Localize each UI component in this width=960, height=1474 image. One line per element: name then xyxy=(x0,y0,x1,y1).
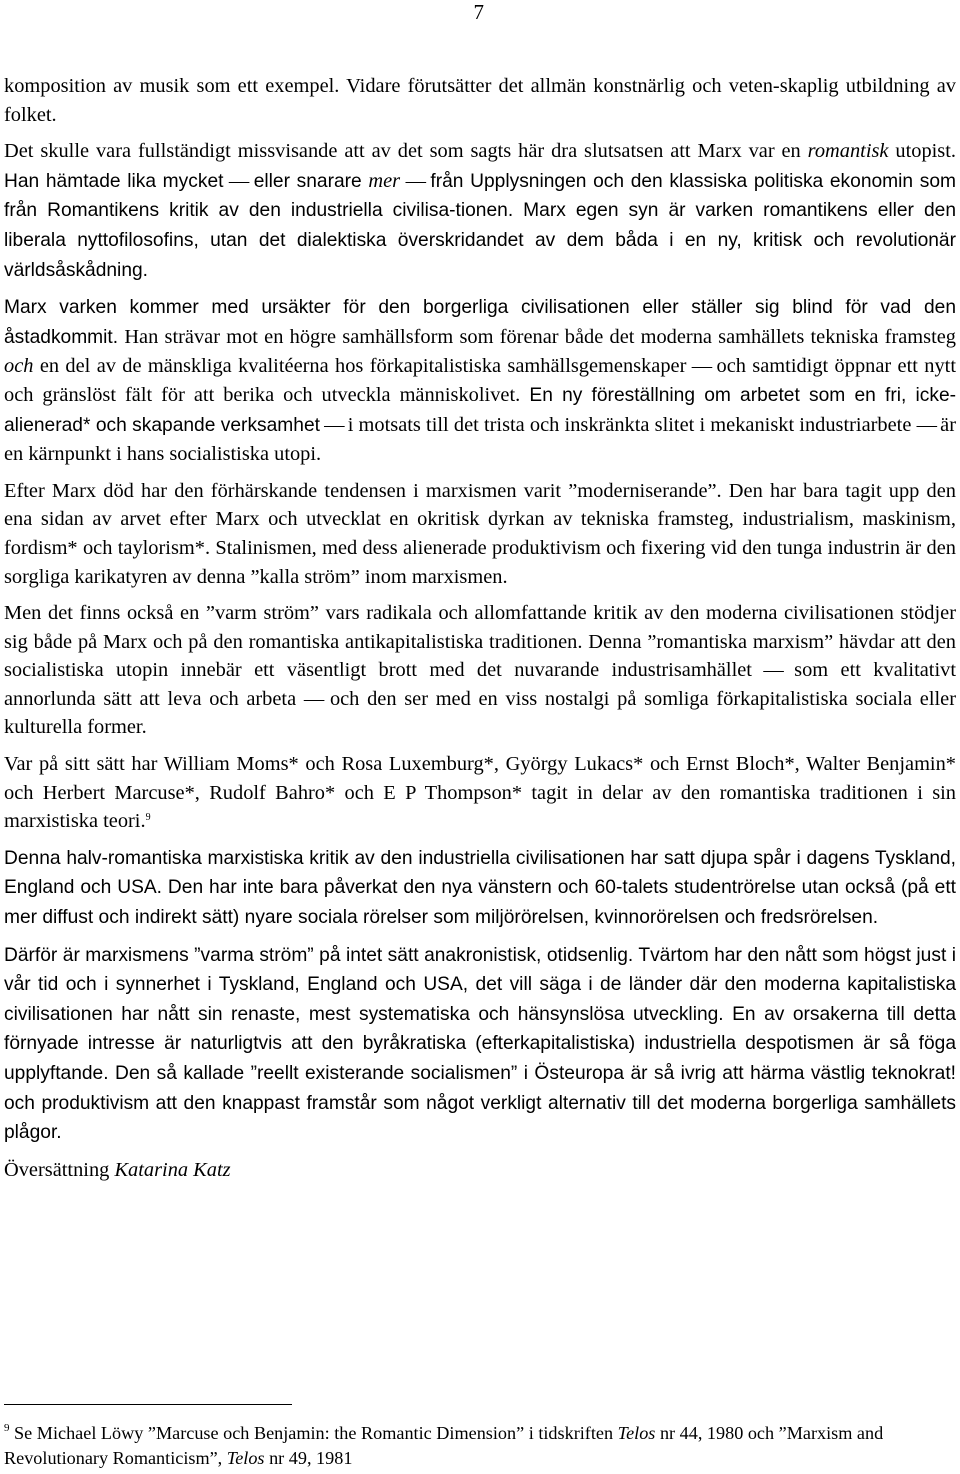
translator-name: Katarina Katz xyxy=(114,1158,231,1181)
paragraph-5 xyxy=(4,599,956,742)
paragraph-3-text-h: är en kärnpunkt i hans socialistiska utopi. xyxy=(4,413,956,466)
paragraph-1-text: komposition av musik som ett exempel. Vidare förutsätter det allmän konstnärlig och veten-skaplig utbildning av folket. xyxy=(4,75,956,126)
paragraph-4 xyxy=(4,477,956,591)
footnote-divider xyxy=(4,1404,292,1405)
paragraph-2-dash-1: — xyxy=(223,169,254,192)
paragraph-2-text-c: utopist. xyxy=(888,140,957,163)
paragraph-3-dash-2: — xyxy=(319,413,348,436)
paragraph-2-emphasis-mer: mer xyxy=(368,169,401,192)
paragraph-8 xyxy=(4,941,956,1148)
paragraph-5-text-b: som ett kvalitativt annorlunda sätt att leva och arbeta xyxy=(4,659,956,710)
paragraph-2 xyxy=(4,137,956,285)
paragraph-3-text-d: en del av de mänskliga kvalitéerna hos förkapitalistiska samhällsgemenskaper xyxy=(33,355,687,378)
footnote-journal-2: Telos xyxy=(226,1448,265,1468)
paragraph-6 xyxy=(4,750,956,836)
paragraph-7 xyxy=(4,844,956,933)
body-text xyxy=(4,72,956,1192)
paragraph-3-dash-3: — xyxy=(916,413,941,436)
footnote-number: 9 xyxy=(4,1422,10,1434)
paragraph-3-emphasis-och: och xyxy=(4,355,34,378)
paragraph-4-text: Efter Marx död har den förhärskande tendensen i marxismen varit ”moderniserande”. Den har bara tagit upp den ena sidan av arvet efter Marx och utvecklat en okritisk dyrkan av tekniska framsteg, industrialism, maskinism, fordism* och taylorism*. Stalinismen, med dess alienerade produktivism och fixering vid den tunga industrin är den sorgliga karikatyren av denna ”kalla ström” inom marxismen. xyxy=(4,479,956,588)
footnote-text-c: nr 44, 1980 och ”Marxism and Revolutionary Romanticism”, xyxy=(4,1423,884,1468)
paragraph-3 xyxy=(4,293,956,469)
paragraph-3-text-b: Han strävar mot en högre samhällsform som förenar både det moderna samhällets tekniska framsteg xyxy=(118,325,956,348)
footnote xyxy=(4,1421,956,1471)
paragraph-5-dash-2: — xyxy=(303,687,330,710)
paragraph-8-text: Därför är marxismens ”varma ström” på intet sätt anakronistisk, otidsenlig. Tvärtom har den nått som högst just i vår tid och i synnerhet i Tyskland, England och USA, det vill säga i de länder där den moderna kapitalistiska civilisationen har nått sin renaste, mest systematiska och hänsynslösa utveckling. En av orsakerna till detta förnyade intresse är naturligtvis att den byråkratiska (efterkapitalistiska) industriella despotismen är så föga upplyftande. Den så kallade ”reellt existerande socialismen” i Östeuropa är så ivrig att härma västlig teknokrat! och produktivism att den knappast framstår som något verkligt alternativ till det moderna borgerliga samhällets plågor. xyxy=(4,944,956,1144)
footnote-journal-1: Telos xyxy=(617,1423,656,1443)
paragraph-6-text: Var på sitt sätt har William Moms* och Rosa Luxemburg*, György Lukacs* och Ernst Bloch*, Walter Benjamin* och Herbert Marcuse*, Rudolf Bahro* och E P Thompson* tagit in delar av den romantiska traditionen i sin marxistiska teori. xyxy=(4,753,956,833)
paragraph-2-text-a: Det skulle vara fullständigt missvisande att av det som sagts här dra slutsatsen att Marx var en xyxy=(4,140,808,163)
paragraph-7-text: Denna halv-romantiska marxistiska kritik av den industriella civilisationen har satt djupa spår i dagens Tyskland, England och USA. Den har inte bara påverkat den nya vänstern och 60-talets studentrörelse utan också (på ett mer diffust och indirekt sätt) nyare sociala rörelser som miljörörelsen, kvinnorörelsen och fredsrörelsen. xyxy=(4,847,956,929)
paragraph-5-dash-1: — xyxy=(751,659,795,682)
paragraph-3-text-e: och samtidigt öppnar ett nytt och gränslöst fält för att berika och utveckla människolivet. xyxy=(4,355,957,406)
paragraph-2-dash-2: — xyxy=(400,169,431,192)
paragraph-5-text-a: Men det finns också en ”varm ström” vars radikala och allomfattande kritik av den moderna civilisationen stödjer sig både på Marx och på den romantiska antikapitalistiska traditionen. Denna ”romantiska marxism” hävdar att den socialistiska utopin innebär ett väsentligt brott med det nuvarande industrisamhället xyxy=(4,602,956,682)
paragraph-5-text-c: och den ser med en viss nostalgi på somliga förkapitalistiska sociala eller kulturella former. xyxy=(4,687,956,739)
paragraph-2-text-g: från Upplysningen och den klassiska politiska ekonomin som från Romantikens kritik av den industriella civilisa-tionen. Marx egen syn är varken romantikens eller den liberala nyttofilosofins, utan det dialektiska överskridandet av dem båda i en ny, kritisk och revolutionär världsåskådning. xyxy=(4,170,957,281)
paragraph-3-text-a: Marx varken kommer med ursäkter för den borgerliga civilisationen eller ställer sig blind för vad den åstadkommit. xyxy=(4,297,956,348)
paragraph-2-emphasis-romantisk: romantisk xyxy=(807,140,889,163)
page-number: 7 xyxy=(473,0,484,24)
footnote-text-a: Se Michael Löwy ”Marcuse och Benjamin: the Romantic Dimension” i tidskriften xyxy=(9,1423,618,1443)
footnote-text-e: nr 49, 1981 xyxy=(264,1448,353,1468)
paragraph-3-text-f: En ny föreställning om arbetet som en fri, icke-alienerad* och skapande verksamhet xyxy=(4,384,957,436)
translation-prefix: Översättning xyxy=(4,1158,115,1181)
footnote-reference: 9 xyxy=(145,812,151,824)
paragraph-3-dash-1: — xyxy=(686,355,717,378)
paragraph-1 xyxy=(4,72,956,129)
translation-credit xyxy=(4,1156,956,1185)
paragraph-2-text-d: Han hämtade lika mycket xyxy=(4,170,224,192)
paragraph-3-text-g: i motsats till det trista och inskränkta slitet i mekaniskt industriarbete xyxy=(347,413,917,436)
paragraph-2-text-e: eller snarare xyxy=(253,170,369,192)
